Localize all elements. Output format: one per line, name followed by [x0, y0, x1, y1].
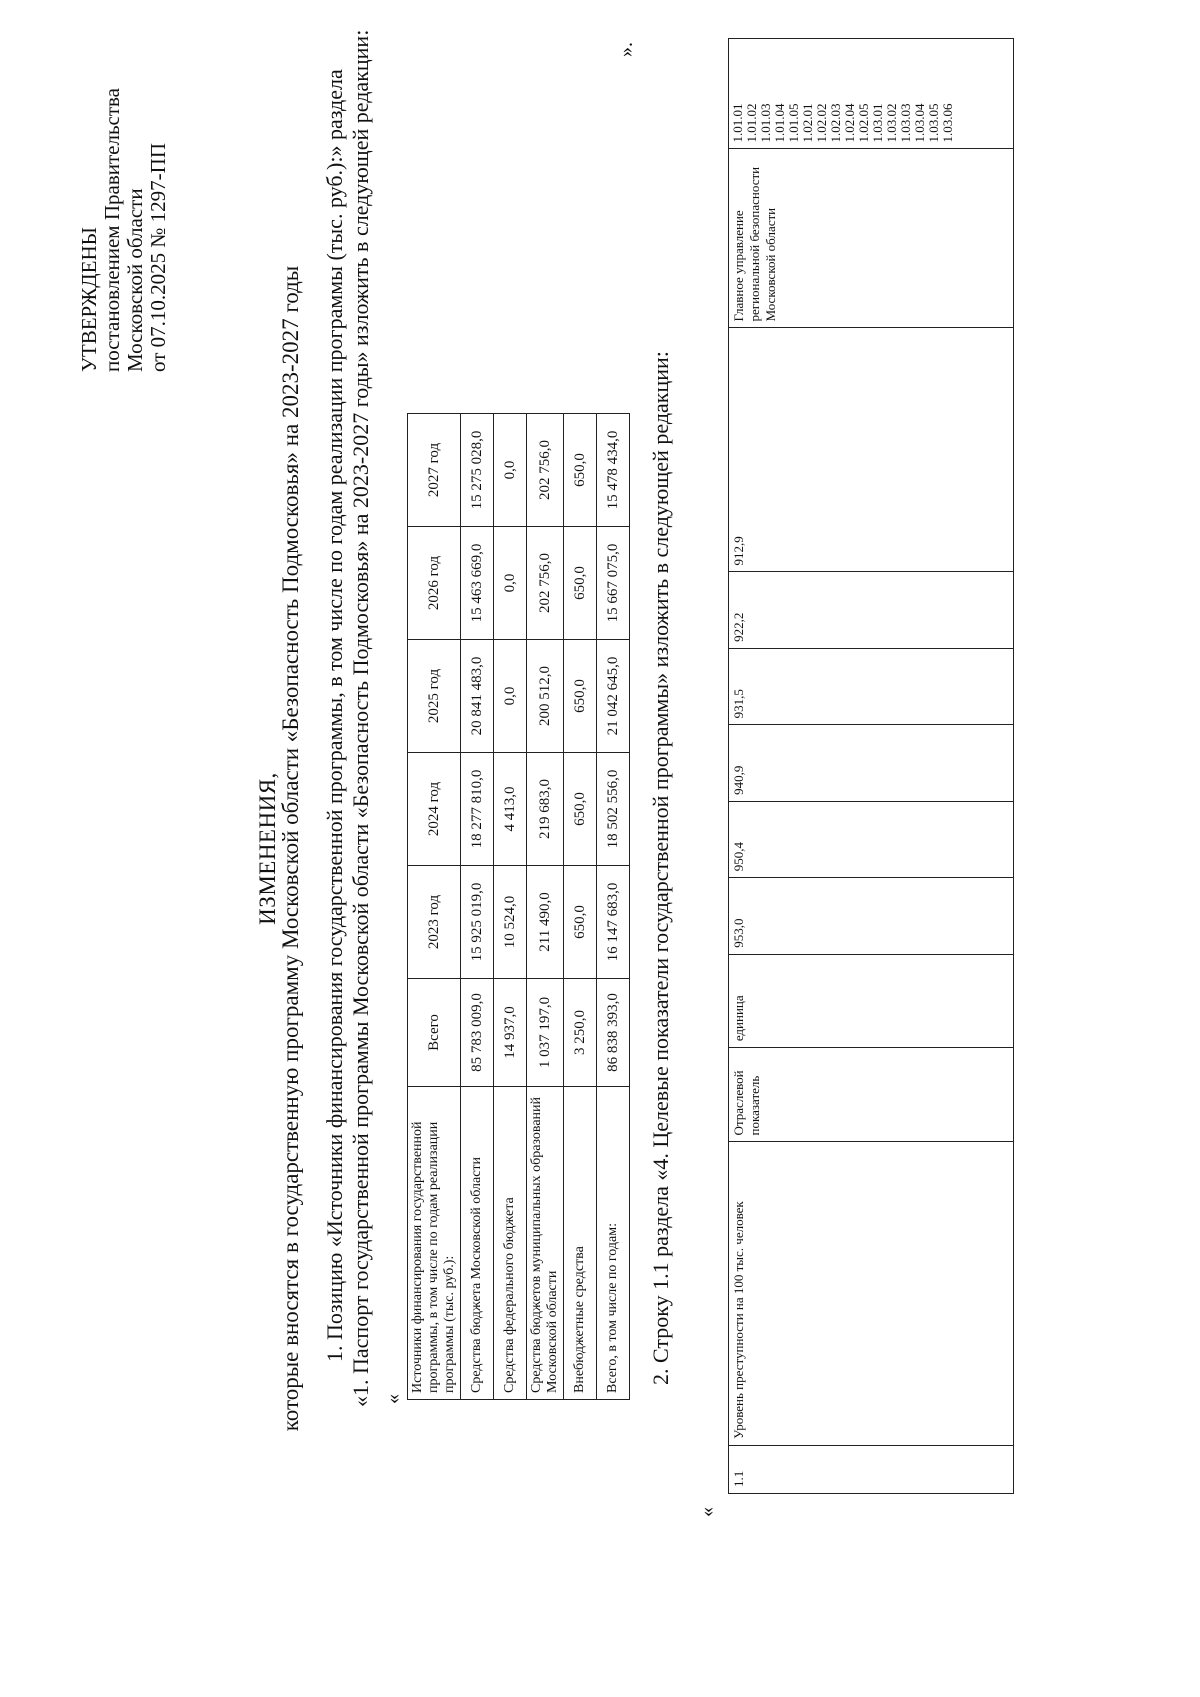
- section1-paragraph-line1: 1. Позицию «Источники финансирования государственной программы, в том числе по годам реализации программы (тыс. руб.):» раздела: [322, 69, 347, 1362]
- indicator-num: 1.1: [729, 1445, 1014, 1493]
- indicator-code: 1.03.01: [870, 103, 885, 143]
- financing-value: 21 042 645,0: [597, 640, 630, 753]
- financing-header-row: [408, 414, 461, 1400]
- financing-value: 14 937,0: [494, 979, 527, 1087]
- financing-row: [494, 414, 527, 1400]
- indicator-value-4: 931,5: [729, 648, 1014, 724]
- financing-source-label: Средства бюджетов муниципальных образований Московской области: [527, 1087, 564, 1400]
- financing-value: 650,0: [564, 866, 597, 979]
- financing-header-col: 2025 год: [408, 640, 461, 753]
- indicator-code: 1.03.04: [912, 103, 927, 143]
- financing-value: 16 147 683,0: [597, 866, 630, 979]
- indicator-code: 1.02.03: [828, 103, 843, 143]
- financing-value: 4 413,0: [494, 753, 527, 866]
- indicator-code: 1.01.01: [730, 103, 745, 143]
- section2-paragraph: 2. Строку 1.1 раздела «4. Целевые показатели государственной программы» изложить в следующей редакции:: [648, 351, 673, 1385]
- indicator-row: [729, 39, 1014, 1494]
- indicator-code: 1.01.05: [786, 103, 801, 143]
- section1-paragraph-line2: «1. Паспорт государственной программы Московской области «Безопасность Подмосковья» на 2023-2027 годы» изложить в следующей редакции:: [348, 29, 373, 1407]
- financing-source-label: Средства бюджета Московской области: [461, 1087, 494, 1400]
- indicator-value-5: 922,2: [729, 572, 1014, 648]
- approved-line4: от 07.10.2025 № 1297-ПП: [146, 142, 170, 372]
- indicator-code: 1.03.06: [940, 103, 955, 143]
- indicator-name: Уровень преступности на 100 тыс. человек: [729, 1142, 1014, 1445]
- indicator-code: 1.02.05: [856, 103, 871, 143]
- financing-value: 15 478 434,0: [597, 414, 630, 527]
- financing-source-label: Внебюджетные средства: [564, 1087, 597, 1400]
- financing-value: 15 667 075,0: [597, 527, 630, 640]
- financing-header-col: Всего: [408, 979, 461, 1087]
- document-subtitle: которые вносятся в государственную программу Московской области «Безопасность Подмосковья» на 2023-2027 годы: [278, 265, 303, 1432]
- financing-row: [564, 414, 597, 1400]
- indicator-value-3: 940,9: [729, 725, 1014, 801]
- financing-value: 650,0: [564, 640, 597, 753]
- indicator-code: 1.01.02: [744, 103, 759, 143]
- indicator-value-2: 950,4: [729, 801, 1014, 877]
- document-title: ИЗМЕНЕНИЯ,: [255, 772, 280, 925]
- approved-line1: УТВЕРЖДЕНЫ: [77, 227, 101, 372]
- indicator-codes: [729, 39, 1014, 150]
- financing-value: 202 756,0: [527, 527, 564, 640]
- financing-value: 211 490,0: [527, 866, 564, 979]
- financing-value: 1 037 197,0: [527, 979, 564, 1087]
- indicator-code: 1.02.01: [800, 103, 815, 143]
- indicator-code: 1.02.04: [842, 103, 857, 143]
- financing-value: 650,0: [564, 527, 597, 640]
- financing-value: 18 277 810,0: [461, 753, 494, 866]
- financing-value: 18 502 556,0: [597, 753, 630, 866]
- financing-value: 219 683,0: [527, 753, 564, 866]
- financing-value: 0,0: [494, 527, 527, 640]
- indicator-value-1: 953,0: [729, 878, 1014, 954]
- financing-header-col: 2026 год: [408, 527, 461, 640]
- financing-value: 650,0: [564, 753, 597, 866]
- indicator-unit: единица: [729, 954, 1014, 1047]
- financing-header-col: 2024 год: [408, 753, 461, 866]
- section1-quote-open: «: [382, 1394, 404, 1404]
- financing-value: 202 756,0: [527, 414, 564, 527]
- indicator-code: 1.03.05: [926, 103, 941, 143]
- financing-source-label: Всего, в том числе по годам:: [597, 1087, 630, 1400]
- financing-table: [407, 413, 630, 1400]
- indicator-code: 1.03.02: [884, 103, 899, 143]
- indicator-table: [728, 38, 1014, 1494]
- financing-value: 86 838 393,0: [597, 979, 630, 1087]
- financing-row: [461, 414, 494, 1400]
- financing-header-source: Источники финансирования государственной программы, в том числе по годам реализации программы (тыс. руб.):: [408, 1087, 461, 1400]
- indicator-code: 1.01.04: [772, 103, 787, 143]
- financing-row: [527, 414, 564, 1400]
- financing-value: 0,0: [494, 414, 527, 527]
- section1-quote-close: ».: [615, 42, 637, 57]
- financing-source-label: Средства федерального бюджета: [494, 1087, 527, 1400]
- financing-header-col: 2023 год: [408, 866, 461, 979]
- indicator-code: 1.01.03: [758, 103, 773, 143]
- financing-value: 15 925 019,0: [461, 866, 494, 979]
- financing-row: [597, 414, 630, 1400]
- financing-value: 0,0: [494, 640, 527, 753]
- indicator-type: Отраслевой показатель: [729, 1048, 1014, 1142]
- financing-value: 20 841 483,0: [461, 640, 494, 753]
- financing-value: 15 463 669,0: [461, 527, 494, 640]
- financing-value: 650,0: [564, 414, 597, 527]
- financing-value: 15 275 028,0: [461, 414, 494, 527]
- approved-line2: постановлением Правительства: [100, 87, 124, 372]
- financing-value: 10 524,0: [494, 866, 527, 979]
- financing-value: 85 783 009,0: [461, 979, 494, 1087]
- indicator-code: 1.02.02: [814, 103, 829, 143]
- financing-value: 200 512,0: [527, 640, 564, 753]
- financing-header-col: 2027 год: [408, 414, 461, 527]
- approval-stamp: [78, 88, 170, 372]
- financing-value: 3 250,0: [564, 979, 597, 1087]
- indicator-code: 1.03.03: [898, 103, 913, 143]
- indicator-value-6: 912,9: [729, 328, 1014, 572]
- approved-line3: Московской области: [123, 188, 147, 372]
- section2-quote-open: «: [696, 1507, 718, 1517]
- indicator-responsible: Главное управление региональной безопасности Московской области: [729, 149, 1014, 328]
